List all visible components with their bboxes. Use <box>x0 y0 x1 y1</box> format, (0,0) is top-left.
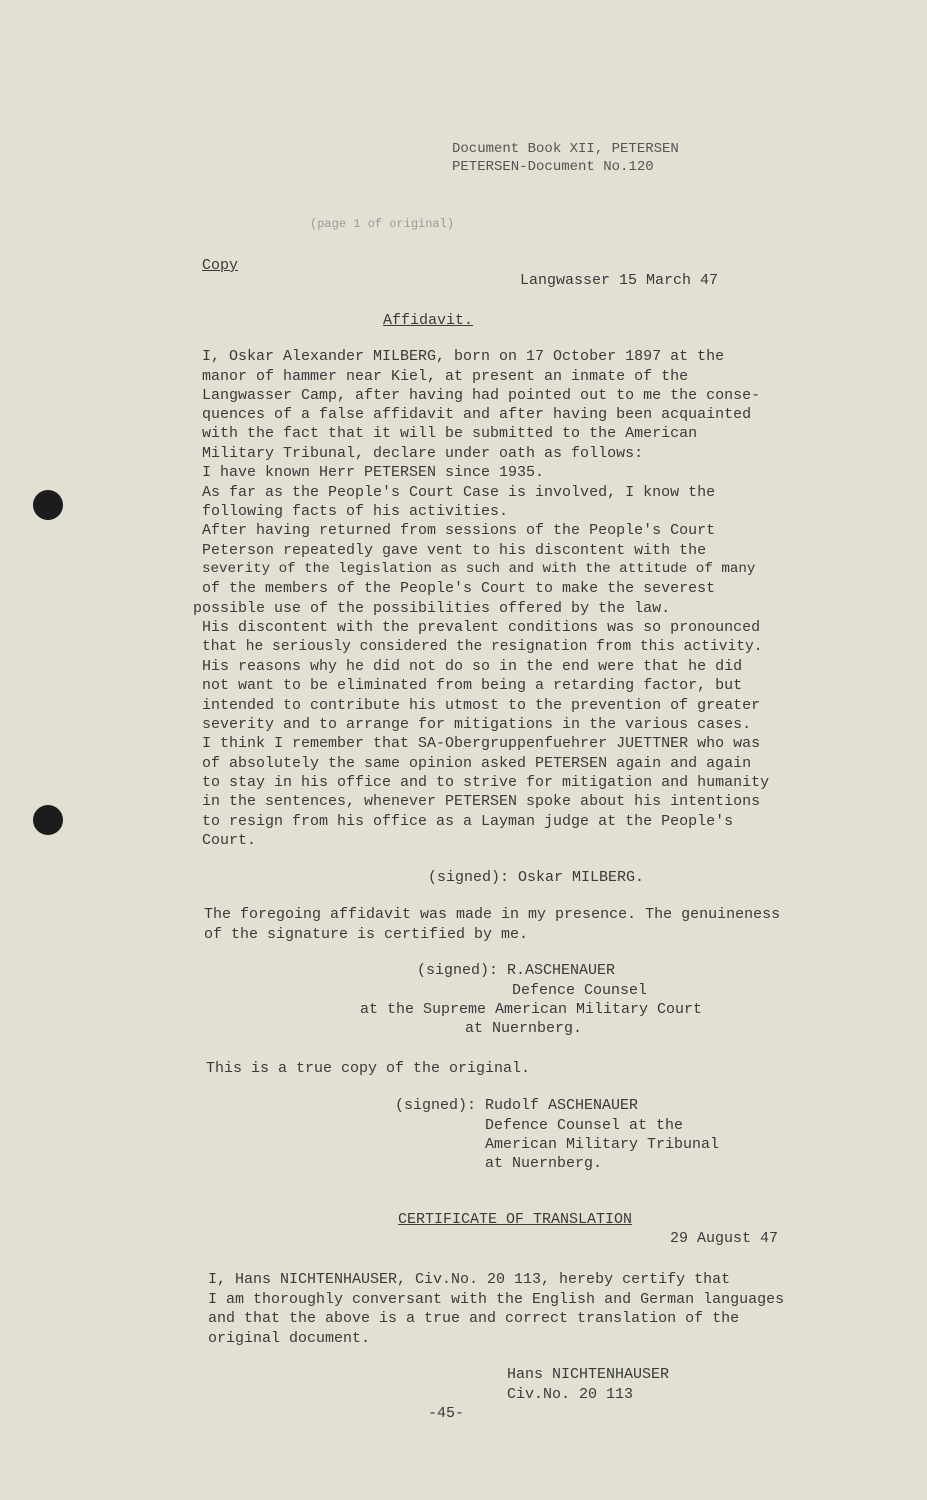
body-line: of the members of the People's Court to make the severest <box>202 580 716 597</box>
true-copy-statement: This is a true copy of the original. <box>206 1060 531 1077</box>
body-line: As far as the People's Court Case is involved, I know the <box>202 484 716 501</box>
body-line: I have known Herr PETERSEN since 1935. <box>202 464 545 481</box>
body-line: quences of a false affidavit and after having been acquainted <box>202 406 752 423</box>
aschenauer-signature-2-line: American Military Tribunal <box>485 1136 720 1153</box>
certificate-line: and that the above is a true and correct translation of the <box>208 1310 740 1327</box>
aschenauer-signature-2-line: Defence Counsel at the <box>485 1117 684 1134</box>
original-page-note: (page 1 of original) <box>310 217 455 231</box>
body-line: His discontent with the prevalent conditions was so pronounced <box>202 619 761 636</box>
body-line: I, Oskar Alexander MILBERG, born on 17 October 1897 at the <box>202 348 725 365</box>
affidavit-title: Affidavit. <box>383 312 474 329</box>
body-line: possible use of the possibilities offered by the law. <box>193 600 671 617</box>
place-date: Langwasser 15 March 47 <box>520 272 719 289</box>
body-line: severity of the legislation as such and with the attitude of many <box>202 561 756 577</box>
aschenauer-signature-2-line: at Nuernberg. <box>485 1155 603 1172</box>
body-line: Military Tribunal, declare under oath as follows: <box>202 445 644 462</box>
body-line: Peterson repeatedly gave vent to his discontent with the <box>202 542 707 559</box>
certificate-line: I, Hans NICHTENHAUSER, Civ.No. 20 113, hereby certify that <box>208 1271 731 1288</box>
body-line: Court. <box>202 832 257 849</box>
certificate-line: I am thoroughly conversant with the English and German languages <box>208 1291 785 1308</box>
page-number: -45- <box>428 1405 465 1422</box>
certification-line: of the signature is certified by me. <box>204 926 529 943</box>
certificate-line: original document. <box>208 1330 371 1347</box>
body-line: of absolutely the same opinion asked PETERSEN again and again <box>202 755 752 772</box>
punch-hole-top <box>33 490 63 520</box>
aschenauer-signature-2-line: (signed): Rudolf ASCHENAUER <box>395 1097 639 1114</box>
body-line: Langwasser Camp, after having had pointed out to me the conse- <box>202 387 761 404</box>
body-line: intended to contribute his utmost to the prevention of greater <box>202 697 761 714</box>
body-line: After having returned from sessions of the People's Court <box>202 522 716 539</box>
body-line: with the fact that it will be submitted to the American <box>202 425 698 442</box>
document-book-header: Document Book XII, PETERSEN <box>452 141 679 157</box>
certificate-title: CERTIFICATE OF TRANSLATION <box>398 1211 633 1228</box>
translator-signature-line: Hans NICHTENHAUSER <box>507 1366 670 1383</box>
body-line: following facts of his activities. <box>202 503 509 520</box>
body-line: in the sentences, whenever PETERSEN spoke about his intentions <box>202 793 761 810</box>
signature-milberg: (signed): Oskar MILBERG. <box>428 869 645 886</box>
certification-line: The foregoing affidavit was made in my presence. The genuineness <box>204 906 781 923</box>
punch-hole-bottom <box>33 805 63 835</box>
copy-label: Copy <box>202 257 239 274</box>
body-line: manor of hammer near Kiel, at present an inmate of the <box>202 368 689 385</box>
body-line: severity and to arrange for mitigations in the various cases. <box>202 716 752 733</box>
translator-signature-line: Civ.No. 20 113 <box>507 1386 634 1403</box>
body-line: I think I remember that SA-Obergruppenfuehrer JUETTNER who was <box>202 735 761 752</box>
body-line: that he seriously considered the resignation from this activity. <box>202 639 763 655</box>
body-line: not want to be eliminated from being a retarding factor, but <box>202 677 743 694</box>
aschenauer-signature-line: Defence Counsel <box>512 982 648 999</box>
document-number-header: PETERSEN-Document No.120 <box>452 159 654 175</box>
body-line: His reasons why he did not do so in the end were that he did <box>202 658 743 675</box>
aschenauer-signature-line: at Nuernberg. <box>465 1020 583 1037</box>
certificate-date: 29 August 47 <box>670 1230 779 1247</box>
aschenauer-signature-line: (signed): R.ASCHENAUER <box>417 962 616 979</box>
body-line: to resign from his office as a Layman judge at the People's <box>202 813 734 830</box>
body-line: to stay in his office and to strive for mitigation and humanity <box>202 774 770 791</box>
aschenauer-signature-line: at the Supreme American Military Court <box>360 1001 703 1018</box>
